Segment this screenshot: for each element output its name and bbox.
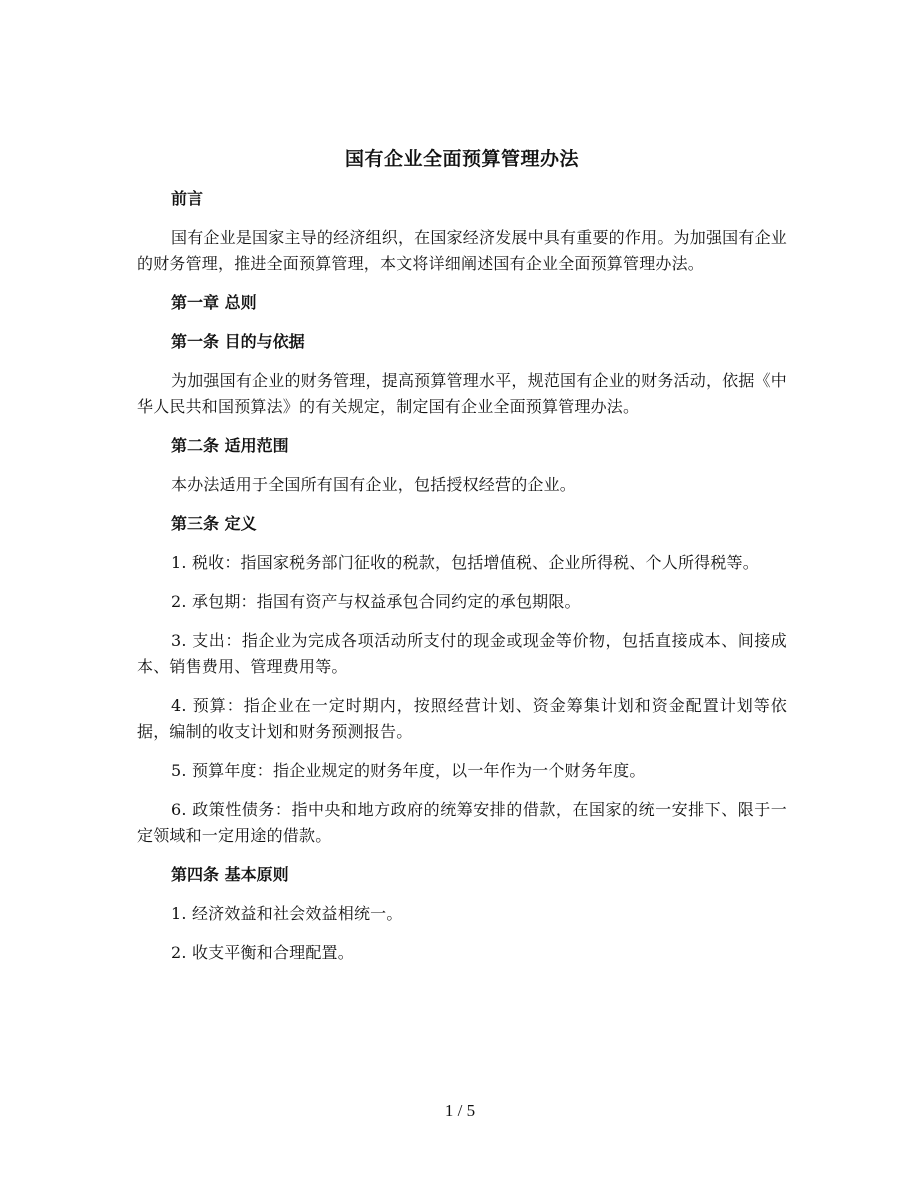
list-item: 1. 税收：指国家税务部门征收的税款，包括增值税、企业所得税、个人所得税等。 bbox=[171, 553, 759, 572]
list-item: 6. 政策性债务：指中央和地方政府的统筹安排的借款，在国家的统一安排下、限于一定领域和一定用途的借款。 bbox=[137, 800, 787, 845]
article-heading: 第二条 适用范围 bbox=[171, 436, 289, 455]
document-body bbox=[137, 146, 787, 979]
document-title: 国有企业全面预算管理办法 bbox=[344, 148, 579, 170]
paragraph: 国有企业是国家主导的经济组织，在国家经济发展中具有重要的作用。为加强国有企业的财务管理，推进全面预算管理，本文将详细阐述国有企业全面预算管理办法。 bbox=[137, 228, 787, 273]
paragraph: 为加强国有企业的财务管理，提高预算管理水平，规范国有企业的财务活动，依据《中华人民共和国预算法》的有关规定，制定国有企业全面预算管理办法。 bbox=[137, 371, 787, 416]
article-heading: 第三条 定义 bbox=[171, 514, 257, 533]
list-item: 2. 收支平衡和合理配置。 bbox=[171, 943, 354, 962]
section-heading-preface: 前言 bbox=[171, 189, 204, 208]
article-heading: 第一条 目的与依据 bbox=[171, 332, 305, 351]
list-item: 5. 预算年度：指企业规定的财务年度，以一年作为一个财务年度。 bbox=[171, 761, 646, 780]
list-item: 3. 支出：指企业为完成各项活动所支付的现金或现金等价物，包括直接成本、间接成本、销售费用、管理费用等。 bbox=[137, 631, 787, 676]
paragraph: 本办法适用于全国所有国有企业，包括授权经营的企业。 bbox=[171, 475, 577, 494]
chapter-heading: 第一章 总则 bbox=[171, 293, 257, 312]
list-item: 4. 预算：指企业在一定时期内，按照经营计划、资金筹集计划和资金配置计划等依据，编制的收支计划和财务预测报告。 bbox=[137, 696, 787, 741]
page-number: 1 / 5 bbox=[444, 1101, 476, 1120]
article-heading: 第四条 基本原则 bbox=[171, 865, 289, 884]
list-item: 2. 承包期：指国有资产与权益承包合同约定的承包期限。 bbox=[171, 592, 581, 611]
list-item: 1. 经济效益和社会效益相统一。 bbox=[171, 904, 403, 923]
